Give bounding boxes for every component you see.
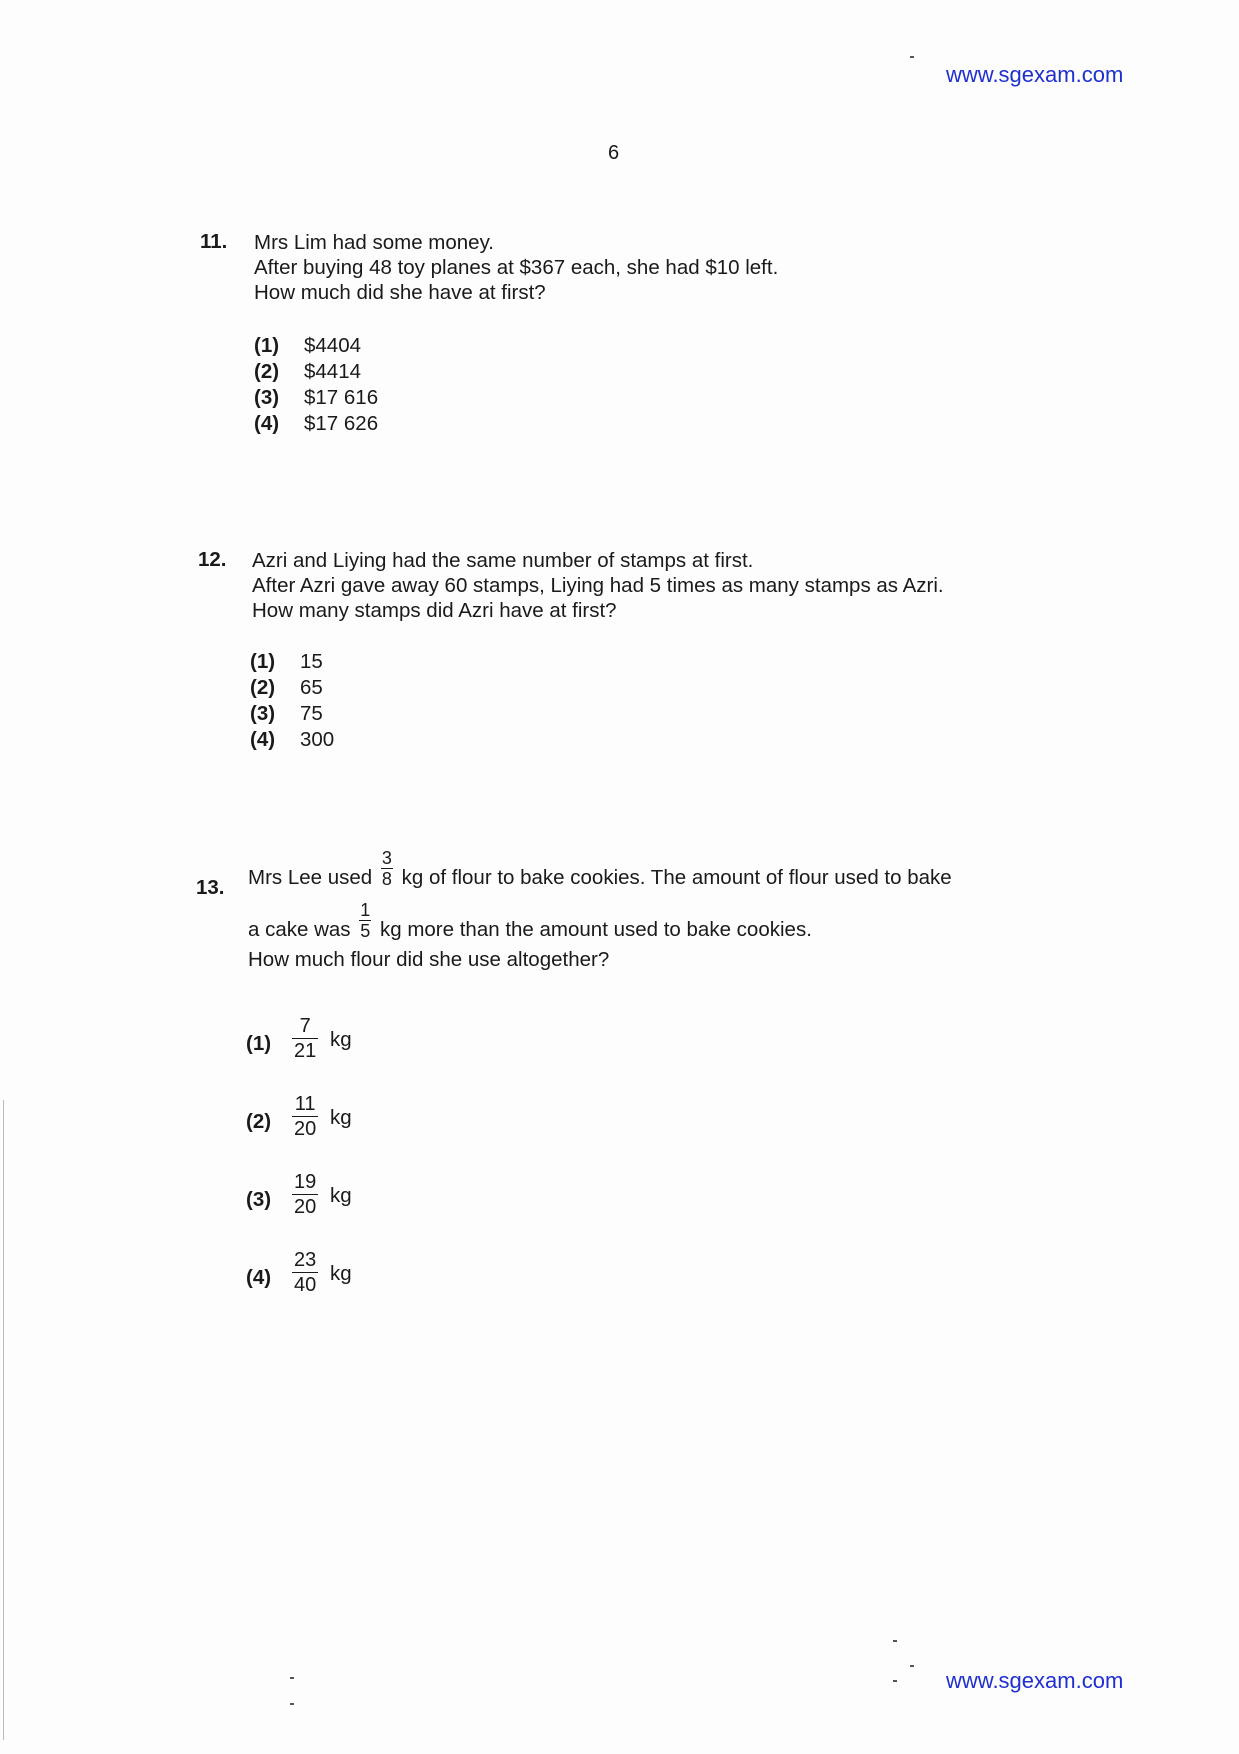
fraction-denominator: 20	[294, 1118, 317, 1140]
option-value: $4404	[304, 334, 362, 357]
option-number: (3)	[254, 386, 280, 409]
answer-options	[254, 334, 378, 438]
option-value: 65	[300, 676, 323, 699]
scan-speck	[910, 1665, 914, 1667]
fraction-denominator: 5	[360, 921, 371, 941]
question-text	[254, 230, 778, 305]
option-unit: kg	[330, 1184, 352, 1207]
question-line: Azri and Liying had the same number of stamps at first.	[252, 549, 754, 572]
scan-speck	[290, 1677, 294, 1679]
question-line: How much did she have at first?	[254, 281, 546, 304]
fraction	[292, 1170, 318, 1219]
header-site-link[interactable]: www.sgexam.com	[946, 62, 1124, 87]
option-unit: kg	[330, 1106, 352, 1129]
fraction-numerator: 1	[360, 900, 371, 920]
option-number: (4)	[250, 728, 276, 751]
fraction	[292, 1092, 318, 1141]
fraction-denominator: 20	[294, 1196, 317, 1218]
question-11	[200, 230, 1100, 450]
option-value: 300	[300, 728, 335, 751]
option-value: $17 626	[304, 412, 379, 435]
question-line: How many stamps did Azri have at first?	[252, 599, 617, 622]
option-value: $4414	[304, 360, 362, 383]
fraction	[381, 848, 393, 889]
question-line	[248, 848, 952, 904]
option-unit: kg	[330, 1028, 352, 1051]
option-value: 15	[300, 650, 323, 673]
option-number: (4)	[254, 412, 280, 435]
fraction-denominator: 8	[381, 869, 392, 889]
question-number: 11.	[200, 230, 228, 253]
question-text-segment: kg of flour to bake cookies. The amount of flour used to bake	[401, 865, 952, 889]
answer-options	[250, 650, 334, 754]
answer-option[interactable]	[250, 676, 334, 702]
option-number: (1)	[254, 334, 280, 357]
answer-option[interactable]	[250, 702, 334, 728]
option-number: (1)	[250, 650, 276, 673]
footer-site-link[interactable]: www.sgexam.com	[946, 1668, 1124, 1693]
option-number: (2)	[250, 676, 276, 699]
question-number: 13.	[196, 876, 225, 899]
option-value: $17 616	[304, 386, 379, 409]
option-value: 75	[300, 702, 323, 725]
question-text-segment: Mrs Lee used	[248, 865, 373, 889]
question-number: 12.	[198, 548, 227, 571]
page-number: 6	[608, 142, 620, 164]
scan-speck	[893, 1640, 897, 1642]
question-13	[196, 848, 1136, 1312]
question-line: How much flour did she use altogether?	[248, 948, 610, 971]
answer-option[interactable]	[254, 412, 378, 438]
fraction-numerator: 11	[294, 1093, 316, 1115]
answer-option[interactable]	[254, 360, 378, 386]
scan-speck	[290, 1703, 294, 1705]
question-line: After buying 48 toy planes at $367 each, she had $10 left.	[254, 256, 779, 279]
scan-speck	[893, 1680, 897, 1682]
option-number: (1)	[246, 1032, 272, 1055]
fraction-numerator: 3	[381, 848, 392, 868]
option-number: (2)	[254, 360, 280, 383]
question-line: After Azri gave away 60 stamps, Liying had 5 times as many stamps as Azri.	[252, 574, 944, 597]
option-number: (3)	[246, 1188, 272, 1211]
option-number: (4)	[246, 1266, 272, 1289]
answer-option[interactable]	[254, 334, 378, 360]
question-12	[198, 548, 1118, 768]
scan-speck	[910, 56, 914, 58]
answer-option[interactable]	[250, 728, 334, 754]
scan-edge-line	[3, 1100, 4, 1740]
question-text	[252, 548, 944, 623]
fraction	[359, 900, 371, 941]
fraction	[292, 1014, 318, 1063]
option-number: (2)	[246, 1110, 272, 1133]
question-text-segment: kg more than the amount used to bake cookies.	[379, 917, 812, 941]
fraction-denominator: 21	[294, 1040, 317, 1062]
fraction	[292, 1248, 318, 1297]
fraction-numerator: 7	[299, 1015, 311, 1037]
answer-option[interactable]	[254, 386, 378, 412]
question-text	[248, 848, 952, 972]
option-unit: kg	[330, 1262, 352, 1285]
fraction-numerator: 23	[294, 1249, 317, 1271]
option-number: (3)	[250, 702, 276, 725]
answer-option[interactable]	[250, 650, 334, 676]
question-line: Mrs Lim had some money.	[254, 231, 495, 254]
question-text-segment: a cake was	[248, 917, 351, 941]
fraction-numerator: 19	[294, 1171, 317, 1193]
fraction-denominator: 40	[294, 1274, 317, 1296]
